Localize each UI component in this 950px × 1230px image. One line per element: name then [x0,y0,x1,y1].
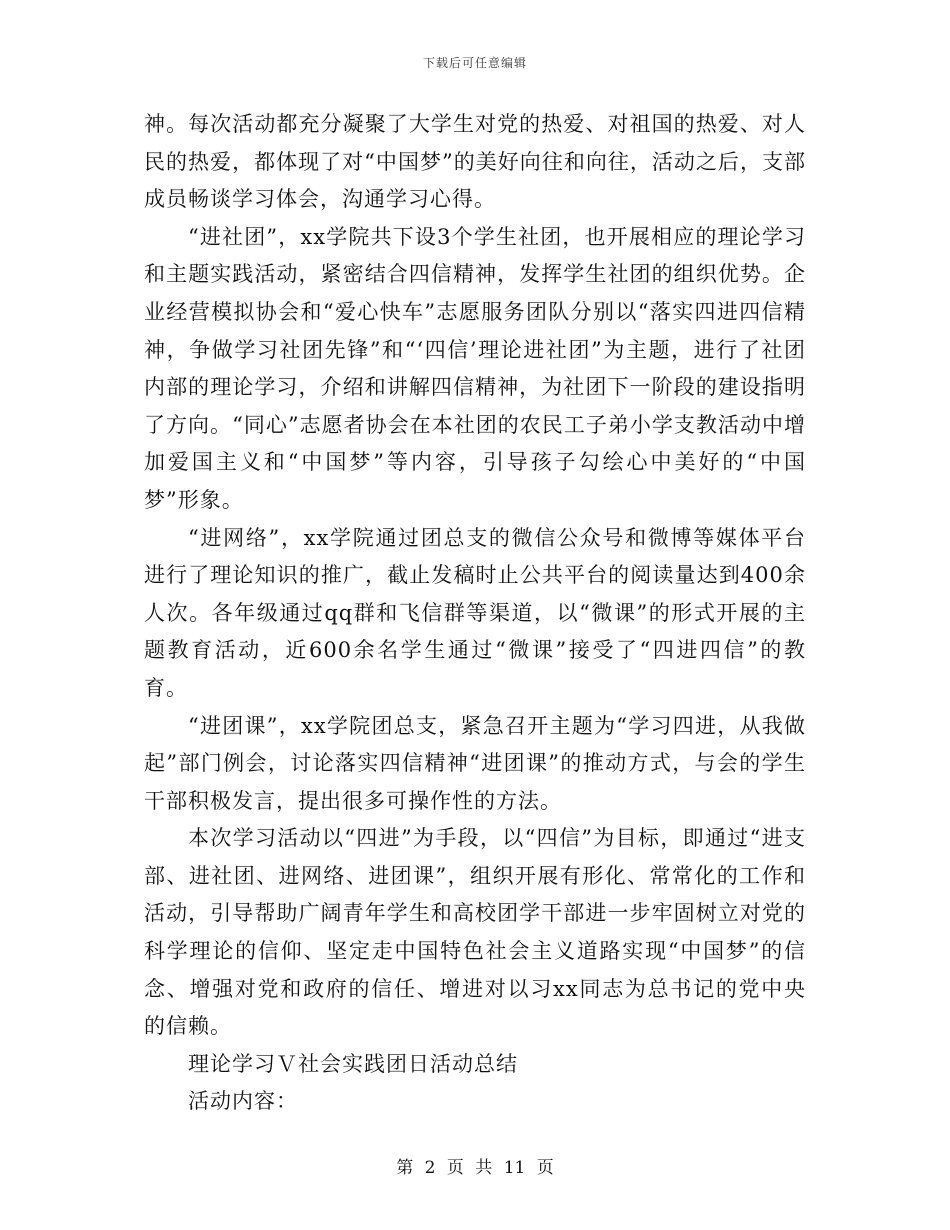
paragraph-5: 本次学习活动以“四进”为手段，以“四信”为目标，即通过“进支部、进社团、进网络、进团课”，组织开展有形化、常常化的工作和活动，引导帮助广阔青年学生和高校团学干部进一步牢固树立对党的科学理论的信仰、坚定走中国特色社会主义道路实现“中国梦”的信念、增强对党和政府的信任、增进对以习xx同志为总书记的党中央的信赖。 [144,826,806,1039]
page-header: 下载后可任意编辑 [422,56,527,70]
activity-content-label: 活动内容： [188,1089,298,1114]
document-body [144,106,806,1121]
page-number-footer: 第 2 页 共 11 页 [396,1158,554,1178]
section-heading: 理论学习Ｖ社会实践团日活动总结 [188,1051,518,1076]
paragraph-4: “进团课”，xx学院团总支，紧急召开主题为“学习四进，从我做起”部门例会，讨论落实四信精神“进团课”的推动方式，与会的学生干部积极发言，提出很多可操作性的方法。 [144,713,806,813]
paragraph-2: “进社团”，xx学院共下设3个学生社团，也开展相应的理论学习和主题实践活动，紧密结合四信精神，发挥学生社团的组织优势。企业经营模拟协会和“爱心快车”志愿服务团队分别以“落实四进四信精神，争做学习社团先锋”和“‘四信’理论进社团”为主题，进行了社团内部的理论学习，介绍和讲解四信精神，为社团下一阶段的建设指明了方向。“同心”志愿者协会在本社团的农民工子弟小学支教活动中增加爱国主义和“中国梦”等内容，引导孩子勾绘心中美好的“中国梦”形象。 [144,224,806,512]
paragraph-3: “进网络”，xx学院通过团总支的微信公众号和微博等媒体平台进行了理论知识的推广，截止发稿时止公共平台的阅读量达到400余人次。各年级通过qq群和飞信群等渠道，以“微课”的形式开展的主题教育活动，近600余名学生通过“微课”接受了“四进四信”的教育。 [144,525,806,700]
paragraph-1: 神。每次活动都充分凝聚了大学生对党的热爱、对祖国的热爱、对人民的热爱，都体现了对“中国梦”的美好向往和向往，活动之后，支部成员畅谈学习体会，沟通学习心得。 [144,112,806,212]
